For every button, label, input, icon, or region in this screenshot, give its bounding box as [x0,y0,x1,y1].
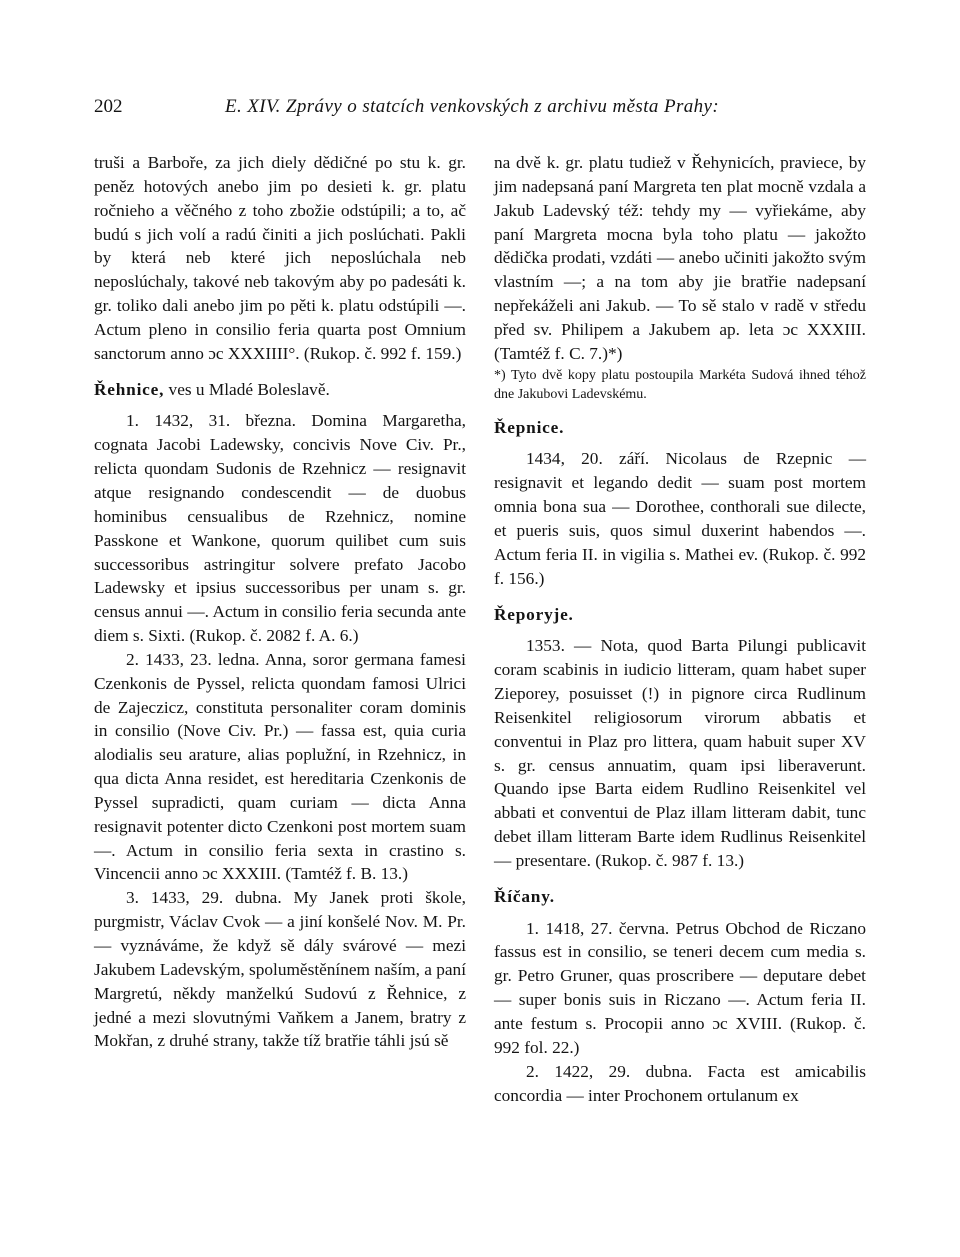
entry-paragraph: 1353. — Nota, quod Barta Pilungi publicavit coram scabinis in iudicio litteram, quam habet super Zieporey, posuisset (!) in pignore circa Rudlinum Reisenkitel religiosorum virorum abbatis et conventui in Plaz pro littera, quam habuit super XV s. gr. census annuatim, quam ipsi liberaverunt. Quando ipse Barta eidem Rudlino Reisenkitel vel abbati et conventui de Plaz illam litteram dabit, tunc debet illam litteram Barte idem Rudlinus Reisenkitel — presentare. (Rukop. č. 987 f. 13.) [494,636,866,870]
paragraph: na dvě k. gr. platu tudiež v Řehynicích, praviece, by jim nadepsaná paní Margreta ten plat mocně vzdala a Jakub Ladevský též: tehdy my — vyřiekáme, aby paní Margreta mocna byla toho platu — jakožto dědička prodati, vzdáti — anebo učiniti jakožto svým vlastním —; a na tom aby jie bratřie nadepsaní nepřekáželi ani Jakub. — To sě stalo v radě v středu před sv. Philipem a Jakubem ap. leta ɔc XXXIII. (Tamtéž f. C. 7.)*) [494,153,866,363]
section-place-name: Řeporyje. [494,604,574,624]
section-heading-ricany [494,885,866,909]
section-place-name: Řepnice. [494,417,565,437]
entry-paragraph: 1. 1418, 27. června. Petrus Obchod de Riczano fassus est in consilio, se teneri decem cum media s. gr. Petro Gruner, quas proscribere — deputare debet — super bonis suis in Riczano —. Actum feria II. ante festum s. Procopii anno ɔc XVIII. (Rukop. č. 992 fol. 22.) [494,918,866,1057]
left-column [94,151,466,1053]
section-heading-rehnice [94,378,466,402]
right-column [494,151,866,1107]
entry-paragraph: 2. 1422, 29. dubna. Facta est amicabilis concordia — inter Prochonem ortulanum ex [494,1061,866,1105]
entry-paragraph: 1. 1432, 31. března. Domina Margaretha, cognata Jacobi Ladewsky, concivis Nove Civ. Pr., relicta quondam Sudonis de Rzehnicz — resignavit atque resignando condescendit — de duobus hominibus censualibus de Rzehnicz, nomine Passkone et Wankone, quorum quilibet cum suis successoribus astringitur solvere prefato Jacobo Ladewsky et ipsius successoribus per unam s. gr. census annui —. Actum in consilio feria secunda ante diem s. Sixti. (Rukop. č. 2082 f. A. 6.) [94,411,466,646]
section-place-description: ves u Mladé Boleslavě. [164,379,330,399]
entry-paragraph: 3. 1433, 29. dubna. My Janek proti škole, purgmistr, Václav Cvok — a jiní konšelé Nov. M. Pr. — vyznáváme, že když sě dály svárové — mezi Jakubem Ladevským, spoluměstěnínem naším, a paní Margretú, někdy manželkú Sudovú z Řehnice, z jedné a mezi slovutnými Vaňkem a Janem, bratry z Mokřan, z druhé strany, takže tíž bratřie táhli jsú sě [94,888,466,1051]
page-header [94,96,874,126]
entry-paragraph: 1434, 20. září. Nicolaus de Rzepnic — resignavit et legando dedit — suam post mortem omnia bona sua — Dorothee, conthorali sue dilecte, et pueris suis, quos simul duxerint habendos —. Actum feria II. in vigilia s. Mathei ev. (Rukop. č. 992 f. 156.) [494,449,866,588]
footnote: *) Tyto dvě kopy platu postoupila Markéta Sudová ihned téhož dne Jakubovi Ladevskému. [494,367,866,402]
page-number: 202 [94,96,123,117]
paragraph: truši a Barboře, za jich diely dědičné po stu k. gr. peněz hotových anebo jim po desieti k. gr. platu ročnieho a věčného z toho zbožie odstúpili; a to, ač budú s jich volí a radú činiti a jich poslúchati. Pakli by která neb které jich neposlúchala neb neposlúchaly, takové neb takovým aby po padesáti k. gr. toliko dali anebo jim po pěti k. platu odstúpili —. Actum pleno in consilio feria quarta post Omnium sanctorum anno ɔc XXXIIII°. (Rukop. č. 992 f. 159.) [94,153,466,363]
running-head: E. XIV. Zprávy o statcích venkovských z archivu města Prahy: [225,96,720,117]
section-heading-reporyje [494,603,866,627]
section-heading-repnice [494,416,866,440]
section-place-name: Říčany. [494,886,555,906]
section-place-name: Řehnice, [94,379,165,399]
entry-paragraph: 2. 1433, 23. ledna. Anna, soror germana famesi Czenkonis de Pyssel, relicta quondam famosi Ulrici de Zajeczicz, constituta personaliter coram dominis in consilio (Nove Civ. Pr.) — fassa est, quia curia alodialis seu arature, alias poplužní, in Rzehnicz, in qua dicta Anna residet, est hereditaria Czenkonis de Pyssel supradicti, quam curiam — dicta Anna resignavit potenter dicto Czenkoni post mortem suam —. Actum in consilio feria sexta in crastino s. Vincencii anno ɔc XXXIII. (Tamtéž f. B. 13.) [94,649,466,884]
